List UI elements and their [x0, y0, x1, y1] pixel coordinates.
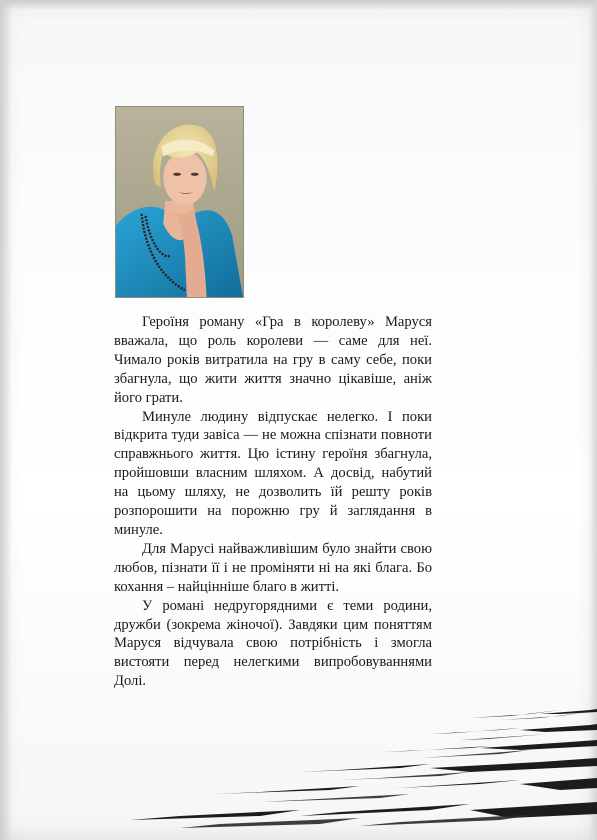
annotation-paragraph: Минуле людину відпускає нелегко. І поки відкрита туди завіса — не можна спізнати повноти справжнього життя. Цю істину героїня збагнула, пройшовши власним шляхом. А досвід, набутий на цьому шляху, не дозволить їй решту років розпорошити на порожню гру й заглядання в минуле. — [114, 408, 432, 538]
book-annotation — [114, 313, 432, 691]
cover-edge-shadow-top — [0, 0, 597, 10]
annotation-paragraph: Героїня роману «Гра в королеву» Маруся вважала, що роль королеви — саме для неї. Чимало років витратила на гру в саму себе, поки збагнула, що жити життя значно цікавіше, аніж його грати. — [114, 314, 432, 406]
annotation-paragraph: У романі недругорядними є теми родини, дружби (зокрема жіночої). Завдяки цим поняттям Маруся відчувала свою потрібність і змогла вистояти перед нелегкими випробовуваннями Долі. — [114, 597, 432, 690]
author-photo — [115, 106, 244, 298]
annotation-paragraph: Для Марусі найважливішим було знайти свою любов, пізнати її і не проміняти ні на які блага. Бо кохання – найцінніше благо в житті. — [114, 540, 432, 595]
chessboard-decoration — [0, 690, 597, 840]
